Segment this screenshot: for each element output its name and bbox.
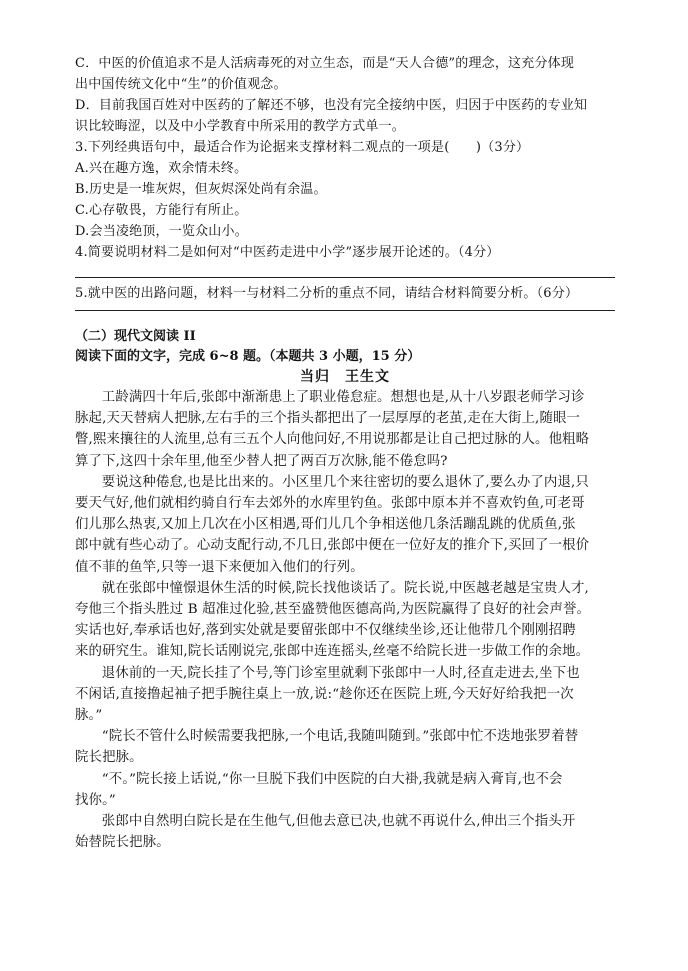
story-line: 要说这种倦怠,也是比出来的。小区里几个来往密切的要么退休了,要么办了内退,只 [101, 474, 589, 490]
question-3-option-b: B.历史是一堆灰烬，但灰烬深处尚有余温。 [75, 182, 327, 197]
story-title: 当归 王生文 [300, 369, 390, 385]
story-line: 始替院长把脉。 [75, 835, 170, 851]
story-line: 不闲话,直接撸起袖子把手腕往桌上一放,说:“趁你还在医院上班,今天好好给我把一次 [75, 686, 574, 702]
document-content [75, 53, 615, 853]
story-line: 退休前的一天,院长挂了个号,等门诊室里就剩下张郎中一人时,径直走进去,坐下也 [101, 665, 580, 681]
section-heading: （二）现代文阅读 II [75, 329, 196, 344]
story-paragraph-5 [75, 726, 615, 768]
story-paragraph-3 [75, 578, 615, 663]
option-d-line-2: 识比较晦涩，以及中小学教育中所采用的教学方式单一。 [75, 119, 406, 134]
story-line: 要天气好,他们就相约骑自行车去郊外的水库里钓鱼。张郎中原本并不喜欢钓鱼,可老哥 [75, 496, 585, 512]
answer-line-question-4 [75, 277, 615, 278]
story-line: 就在张郎中憧憬退休生活的时候,院长找他谈话了。院长说,中医越老越是宝贵人才, [101, 580, 589, 596]
story-line: 找你。” [75, 792, 116, 808]
option-c-line-2: 出中国传统文化中“生”的价值观念。 [75, 77, 287, 92]
story-paragraph-7 [75, 811, 615, 853]
story-line: 来的研究生。谁知,院长话刚说完,张郎中连连摇头,丝毫不给院长进一步做工作的余地。 [75, 644, 590, 660]
question-3-option-c: C.心存敬畏，方能行有所止。 [75, 203, 248, 218]
story-line: 院长把脉。 [75, 750, 143, 766]
story-line: 们儿那么热衷,又加上几次在小区相遇,哥们儿几个争相送他几条活蹦乱跳的优质鱼,张 [75, 517, 576, 533]
story-line: 瞥,熙来攘往的人流里,总有三五个人向他问好,不用说那都是让自己把过脉的人。他粗略 [75, 432, 590, 448]
question-5-stem: 5.就中医的出路问题，材料一与材料二分析的重点不同，请结合材料简要分析。（6分） [75, 286, 579, 301]
story-line: 夸他三个指头胜过 B 超准过化验,甚至盛赞他医德高尚,为医院赢得了良好的社会声誉。 [75, 602, 591, 618]
option-d-line-1: D．目前我国百姓对中医药的了解还不够，也没有完全接纳中医，归因于中医药的专业知 [75, 98, 588, 113]
story-line: 算了下,这四十余年里,他至少替人把了两百万次脉,能不倦怠吗? [75, 453, 448, 469]
story-line: “不。”院长接上话说,“你一旦脱下我们中医院的白大褂,我就是病入膏肓,也不会 [101, 771, 563, 787]
story-paragraph-2 [75, 472, 615, 578]
story-line: 值不菲的鱼竿,只等一退下来便加入他们的行列。 [75, 559, 364, 575]
section-instruction: 阅读下面的文字，完成 6~8 题。（本题共 3 小题，15 分） [75, 349, 421, 364]
story-line: 郎中就有些心动了。心动支配行动,不几日,张郎中便在一位好友的推介下,买回了一根价 [75, 538, 590, 554]
story-line: 实话也好,奉承话也好,落到实处就是要留张郎中不仅继续坐诊,还让他带几个刚刚招聘 [75, 623, 576, 639]
story-paragraph-1 [75, 387, 615, 472]
story-line: 张郎中自然明白院长是在生他气,但他去意已决,也就不再说什么,伸出三个指头开 [101, 814, 576, 830]
question-3-option-d: D.会当凌绝顶，一览众山小。 [75, 224, 248, 239]
question-3-stem: 3.下列经典语句中，最适合作为论据来支撑材料二观点的一项是( )（3分） [75, 140, 530, 155]
story-line: 脉起,天天替病人把脉,左右手的三个指头都把出了一层厚厚的老茧,走在大街上,随眼一 [75, 411, 581, 427]
story-line: 工龄满四十年后,张郎中渐渐患上了职业倦怠症。想想也是,从十八岁跟老师学习诊 [101, 390, 585, 405]
story-paragraph-6 [75, 769, 615, 811]
question-3-option-a: A.兴在趣方逸，欢余情未终。 [75, 161, 248, 176]
story-paragraph-4 [75, 663, 615, 727]
section-spacer [75, 311, 615, 327]
story-line: 脉。” [75, 708, 103, 724]
story-line: “院长不管什么时候需要我把脉,一个电话,我随叫随到。”张郎中忙不迭地张罗着替 [101, 729, 579, 745]
question-4-stem: 4.简要说明材料二是如何对“中医药走进中小学”逐步展开论述的。（4分） [75, 245, 500, 260]
option-c-line-1: C．中医的价值追求不是人活病毒死的对立生态，而是“天人合德”的理念，这充分体现 [75, 56, 575, 71]
